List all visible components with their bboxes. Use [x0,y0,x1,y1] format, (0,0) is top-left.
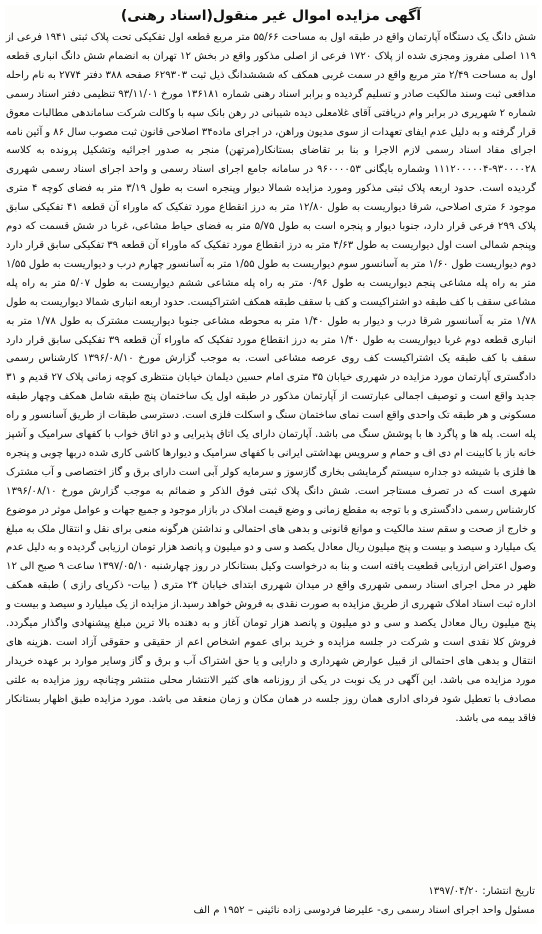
publish-date: تاریخ انتشار: ۱۳۹۷/۰۴/۲۰ [428,886,535,897]
auction-notice [5,5,537,924]
signature-line: مسئول واحد اجرای اسناد رسمی ری- علیرضا فردوسی زاده نائینی – ۱۹۵۲ م الف [193,905,535,916]
notice-footer [7,882,535,920]
notice-title: آگهی مزایده اموال غیر منقول(اسناد رهنی) [120,8,422,24]
notice-body: شش دانگ یک دستگاه آپارتمان واقع در طبقه اول به مساحت ۵۵/۶۶ متر مربع قطعه اول تفکیکی تحت پلاک ثبتی ۱۹۴۱ فرعی از ۱۱۹ اصلی مفروز ومجزی شده از پلاک ۱۷۲۰ فرعی از اصلی مذکور واقع در بخش ۱۲ تهران به انضمام شش دانگ انباری قطعه اول به مساحت ۲/۴۹ متر مربع واقع در سمت غربی همکف که شششدانگ ذیل ثبت ۶۲۹۳۰۳ صفحه ۳۸۸ دفتر ۲۷۷۴ به نام راحله مدافعی ثبت وسند مالکیت صادر و تسلیم گردیده و برابر اسناد رهنی شماره ۱۳۶۱۸۱ مورخ ۹۳/۱۱/۰۱ تنظیمی دفتر اسناد رسمی شماره ۲ شهریری در برابر وام دریافتی آقای غلامعلی دیده شیبانی در رهن بانک سپه با وکالت شرکت ساماندهی مطالبات معوق قرار گرفته و به دلیل عدم ایفای تعهدات از سوی مدیون وراهن، در اجرای ماده۳۴ اصلاحی قانون ثبت مصوب سال ۸۶ و آئین نامه اجرای مفاد اسناد رسمی لازم الاجرا و بنا بر تقاضای بستانکار(مرتهن) منجر به صدور اجرائیه وتشکیل پرونده به کلاسه ۹۳۰۰۰۰۲۸-۱۱۱۲۰۰۰۰۰۴ وشماره بایگانی ۹۶۰۰۰۰۵۳ در سامانه جامع اجرای اسناد رسمی و واحد اجرای اسناد رسمی شهرری گردیده است. حدود اربعه پلاک ثبتی مذکور ومورد مزایده شمالا دیوار وپنجره است به طول ۳/۱۹ متر به فضای کوچه ۴ متری موجود ۶ متری اصلاحی، شرقا دیواریست به طول ۱۲/۸۰ متر به درز انقطاع مورد تفکیک که ماوراء آن قطعه ۴۱ تفکیکی سابق پلاک ۲۹۹ فرعی قرار دارد، جنوبا دیوار و پنجره است به طول ۵/۷۵ متر به فضای حیاط مشاعی، غربا در شش قسمت که دوم وپنجم شمالی است اول دیواریست به طول ۴/۶۳ متر به درز انقطاع مورد تفکیک که ماوراء آن قطعه ۳۹ تفکیکی سابق قرار دارد دوم دیواریست طول ۱/۶۰ متر به آسانسور سوم دیواریست به طول ۱/۵۵ متر به آسانسور چهارم درب و دیواریست به طول ۱/۵۵ متر به راه پله مشاعی پنجم دیواریست به طول ۰/۹۶ متر به راه پله مشاعی ششم دیواریست به طول ۵/۰۷ متر به راه پله مشاعی سقف با کف طبقه دو اشتراکیست و کف با سقف طبقه همکف اشتراکیست. حدود اربعه انباری شمالا دیواریست به طول ۱/۷۸ متر به آسانسور شرقا درب و دیوار به طول ۱/۴۰ متر به محوطه مشاعی جنوبا دیواریست مشترک به طول ۱/۷۸ متر به انباری قطعه دوم غربا دیواریست به طول ۱/۴۰ متر به درز انقطاع مورد تفکیک که ماوراء آن قطعه ۳۹ تفکیکی سابق قرار دارد سقف با کف طبقه یک اشتراکیست کف روی عرصه مشاعی است. به موجب گزارش مورخ ۱۳۹۶/۰۸/۱۰ کارشناس رسمی دادگستری آپارتمان مورد مزایده در شهرری خیابان ۳۵ متری امام حسین دیلمان خیابان منتظری کوچه زمانی پلاک ۲۷ قدیم و ۳۱ جدید واقع است و توصیف اجمالی عبارتست از آپارتمان مذکور در طبقه اول یک ساختمان پنج طبقه شامل همکف وچهار طبقه مسکونی و هر طبقه تک واحدی واقع است نمای ساختمان سنگ و اسکلت فلزی است. دسترسی طبقات از طریق آسانسور و راه پله است. پله ها و پاگرد ها با پوشش سنگ می باشد. آپارتمان دارای یک اتاق پذیرایی و دو اتاق خواب با کفهای سرامیک و آشپز خانه باز با کابینت ام دی اف و حمام و سرویس بهداشتی ایرانی با کفهای سرامیک و دیوارها کاشی کاری شده دربها چوبی و پنجره ها فلزی با شیشه دو جداره سیستم گرمایشی بخاری گازسوز و سرمایه کولر آبی است دارای برق و گاز اختصاصی و آب مشترک شهری است که در تصرف مستاجر است. شش دانگ پلاک ثبتی فوق الذکر و ضمائم به موجب گزارش مورخ ۱۳۹۶/۰۸/۱۰ کارشناس رسمی دادگستری و با توجه به مقطع زمانی و وضع قیمت املاک در بازار موجود و جمیع جهات و عوامل موثر در موضوع و خارج از صحت و سقم سند مالکیت و موانع قانونی و بدهی های احتمالی و نداشتن هرگونه منعی برای نقل و انتقال ملک به مبلغ یک میلیارد و سیصد و بیست و پنج میلیون ریال معادل یکصد و سی و دو میلیون و پانصد هزار تومان ارزیابی گردیده و به دلیل عدم وصول اعتراض ارزیابی قطعیت یافته است و بنا به درخواست وکیل بستانکار در روز چهارشنبه ۱۳۹۷/۰۵/۱۰ ساعت ۹ صبح الی ۱۲ ظهر در محل اجرای اسناد رسمی شهرری واقع در میدان شهرری ابتدای خیابان ۲۴ متری ( بیات- ذکریای رازی ) طبقه همکف اداره ثبت اسناد املاک شهرری از طریق مزایده به صورت نقدی به فروش خواهد رسید.از مزایده از یک میلیارد و سیصد و بیست و پنج میلیون ریال معادل یکصد و سی و دو میلیون و پانصد هزار تومان آغاز و به دهنده بالا ترین مبلغ پیشنهادی واگذار میگردد. فروش کلا نقدی است و شرکت در جلسه مزایده و خرید برای عموم اشخاص اعم از حقیقی و حقوقی آزاد است .هزینه های انتقال و بدهی های احتمالی از قبیل عوارض شهرداری و دارایی و یا حق اشتراک آب و برق و گاز وسایر موارد بر عهده خریدار مورد مزایده می باشد. این آگهی در یک نوبت در یکی از روزنامه های کثیر الانتشار محلی منتشر وچنانچه روز مزایده به علتی مصادف با تعطیل شود فردای اداری همان روز جلسه در همان مکان و زمان منعقد می باشد. مورد مزایده طبق اظهار بستانکار فاقد بیمه می باشد. [6,32,537,724]
